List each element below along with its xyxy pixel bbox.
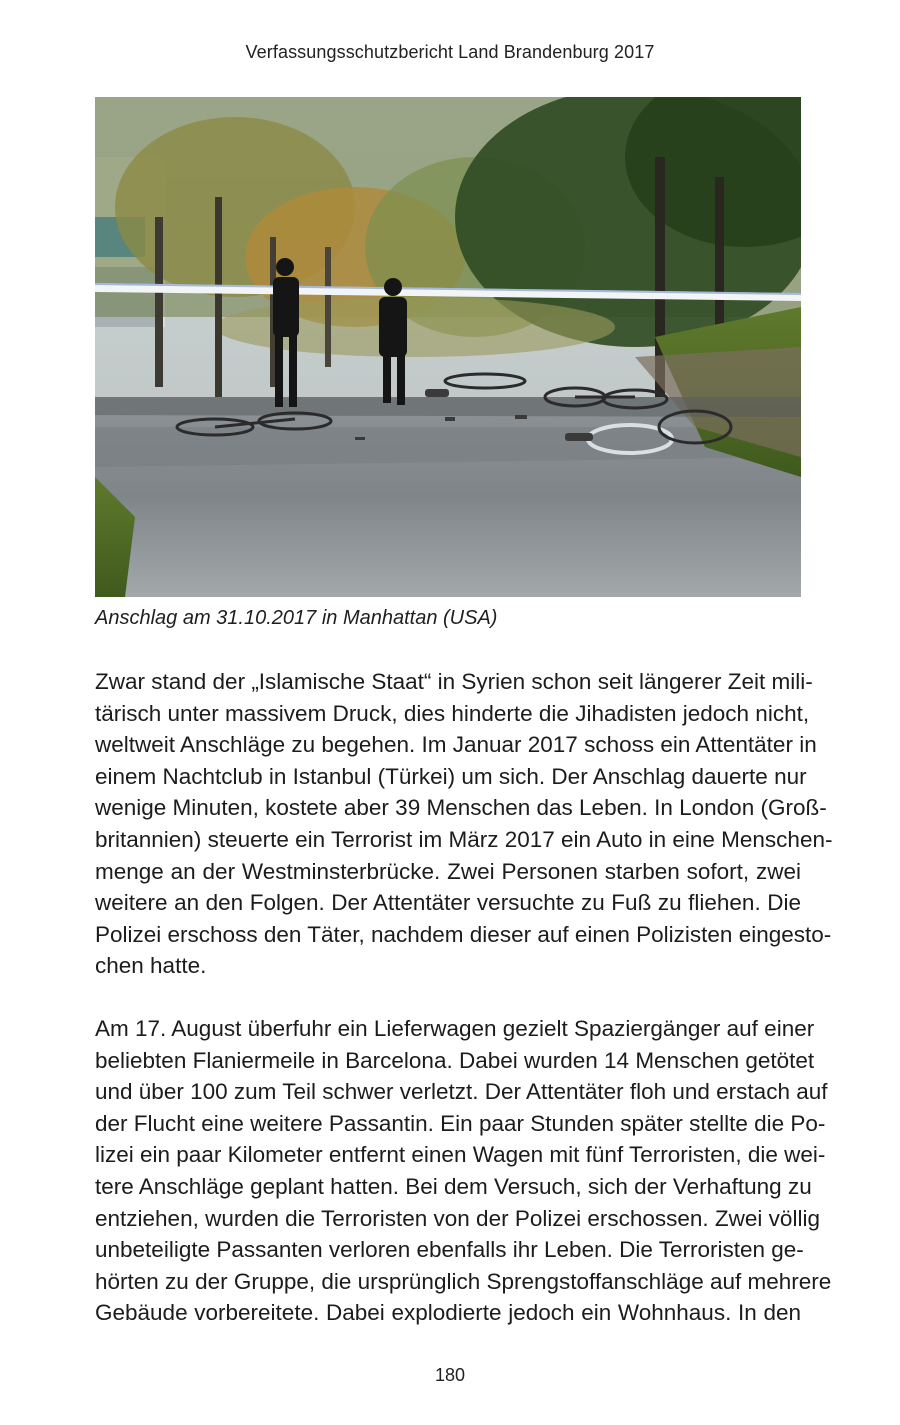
text-line: tärisch unter massivem Druck, dies hinderte die Jihadisten jedoch nicht, [95, 700, 810, 726]
paragraph-2 [95, 1013, 832, 1329]
text-line: und über 100 zum Teil schwer verletzt. Der Attentäter floh und erstach auf [95, 1079, 828, 1105]
text-line: Polizei erschoss den Täter, nachdem dieser auf einen Polizisten eingesto- [95, 921, 832, 947]
text-line: menge an der Westminsterbrücke. Zwei Personen starben sofort, zwei [95, 858, 801, 884]
text-line: entziehen, wurden die Terroristen von der Polizei erschossen. Zwei völlig [95, 1205, 820, 1231]
text-line: weitere an den Folgen. Der Attentäter versuchte zu Fuß zu fliehen. Die [95, 890, 801, 916]
page-number: 180 [434, 1365, 466, 1385]
text-line: einem Nachtclub in Istanbul (Türkei) um sich. Der Anschlag dauerte nur [95, 763, 807, 789]
text-line: Am 17. August überfuhr ein Lieferwagen gezielt Spaziergänger auf einer [95, 1016, 815, 1041]
figure-caption: Anschlag am 31.10.2017 in Manhattan (USA) [95, 607, 498, 629]
paragraph-1 [95, 666, 833, 982]
text-line: hörten zu der Gruppe, die ursprünglich Sprengstoffanschläge auf mehrere [95, 1268, 832, 1294]
text-line: tere Anschläge geplant hatten. Bei dem Versuch, sich der Verhaftung zu [95, 1173, 812, 1199]
photo-bike-path-crime-scene [95, 97, 801, 597]
text-line: beliebten Flaniermeile in Barcelona. Dabei wurden 14 Menschen getötet [95, 1047, 815, 1073]
text-line: Gebäude vorbereitete. Dabei explodierte jedoch ein Wohnhaus. In den [95, 1300, 801, 1326]
text-line: weltweit Anschläge zu begehen. Im Januar 2017 schoss ein Attentäter in [95, 732, 817, 758]
text-line: wenige Minuten, kostete aber 39 Menschen das Leben. In London (Groß- [95, 795, 827, 821]
running-header: Verfassungsschutzbericht Land Brandenburg 2017 [245, 42, 655, 62]
text-line: Zwar stand der „Islamische Staat“ in Syrien schon seit längerer Zeit mili- [95, 669, 813, 694]
text-line: lizei ein paar Kilometer entfernt einen Wagen mit fünf Terroristen, die wei- [95, 1142, 826, 1168]
text-line: britannien) steuerte ein Terrorist im März 2017 ein Auto in eine Menschen- [95, 826, 833, 852]
text-line: unbeteiligte Passanten verloren ebenfalls ihr Leben. Die Terroristen ge- [95, 1237, 804, 1263]
text-line: chen hatte. [95, 953, 207, 979]
text-line: der Flucht eine weitere Passantin. Ein paar Stunden später stellte die Po- [95, 1110, 826, 1136]
